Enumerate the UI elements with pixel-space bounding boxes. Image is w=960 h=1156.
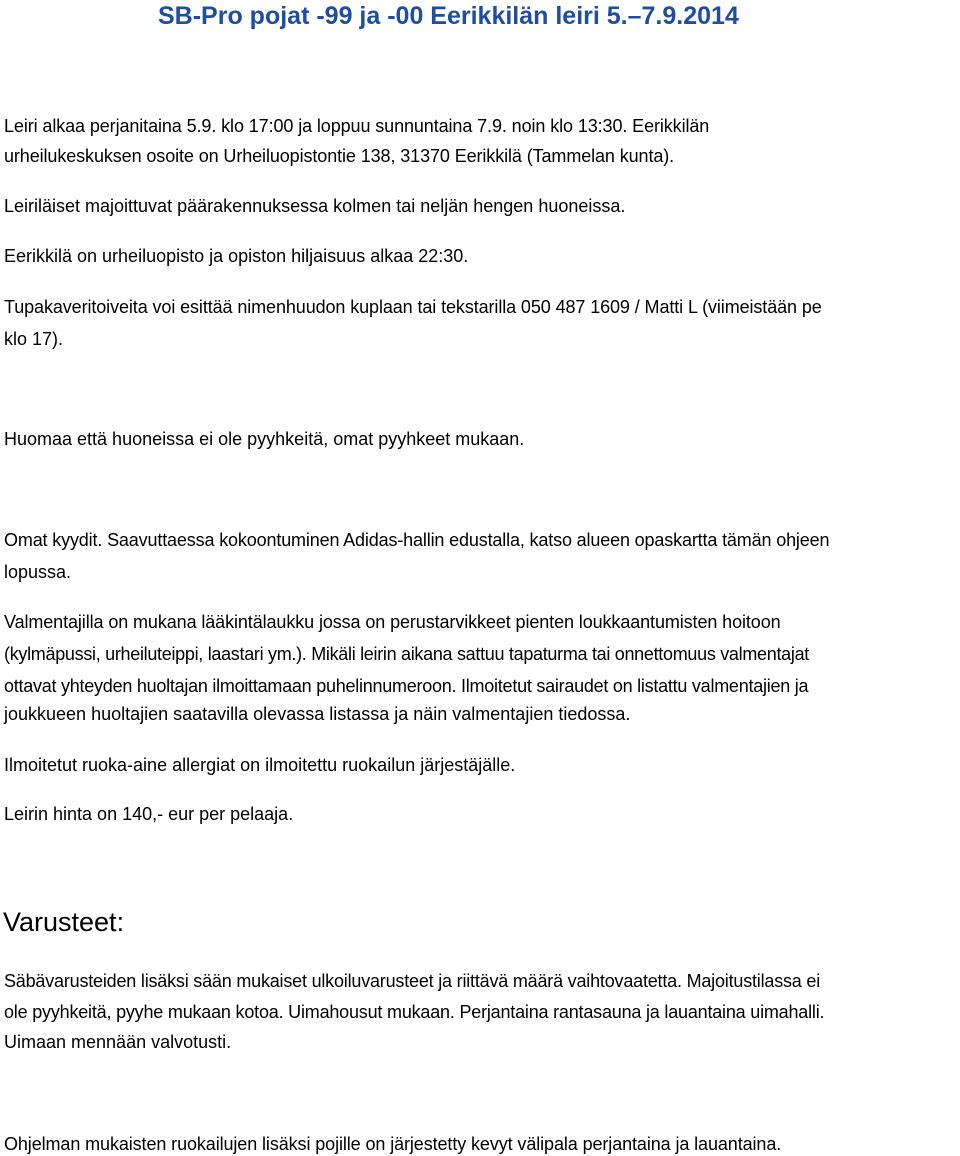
first-aid-line-1: Valmentajilla on mukana lääkintälaukku jossa on perustarvikkeet pienten loukkaantumisten hoitoon [4,612,781,632]
accommodation-text: Leiriläiset majoittuvat päärakennuksessa kolmen tai neljän hengen huoneissa. [4,196,626,216]
intro-line-2: urheilukeskuksen osoite on Urheiluopistontie 138, 31370 Eerikkilä (Tammelan kunta). [4,146,675,166]
first-aid-line-3: ottavat yhteyden huoltajan ilmoittamaan puhelinnumeroon. Ilmoitetut sairaudet on listattu valmentajien ja [4,676,809,696]
allergies-text: Ilmoitetut ruoka-aine allergiat on ilmoitettu ruokailun järjestäjälle. [4,755,516,775]
equipment-line-2: ole pyyhkeitä, pyyhe mukaan kotoa. Uimahousut mukaan. Perjantaina rantasauna ja lauantaina uimahalli. [4,1002,825,1022]
roommates-line-2: klo 17). [4,329,64,349]
price-text: Leirin hinta on 140,- eur per pelaaja. [4,804,294,824]
intro-line-1: Leiri alkaa perjanitaina 5.9. klo 17:00 ja loppuu sunnuntaina 7.9. noin klo 13:30. Eerikkilän [4,116,710,136]
rides-line-1: Omat kyydit. Saavuttaessa kokoontuminen Adidas-hallin edustalla, katso alueen opaskartta tämän ohjeen [4,530,830,550]
towels-text: Huomaa että huoneissa ei ole pyyhkeitä, omat pyyhkeet mukaan. [4,429,525,449]
roommates-line-1: Tupakaveritoiveita voi esittää nimenhuudon kuplaan tai tekstarilla 050 487 1609 / Matti L (viimeistään pe [4,297,822,317]
equipment-heading: Varusteet: [3,907,125,937]
equipment-line-3: Uimaan mennään valvotusti. [4,1032,232,1052]
quiet-time-text: Eerikkilä on urheiluopisto ja opiston hiljaisuus alkaa 22:30. [4,246,469,266]
rides-line-2: lopussa. [4,562,72,582]
first-aid-line-2: (kylmäpussi, urheiluteippi, laastari ym.). Mikäli leirin aikana sattuu tapaturma tai onnettomuus valmentajat [4,644,809,664]
first-aid-line-4: joukkueen huoltajien saatavilla olevassa listassa ja näin valmentajien tiedossa. [4,704,631,724]
equipment-line-1: Säbävarusteiden lisäksi sään mukaiset ulkoiluvarusteet ja riittävä määrä vaihtovaatetta. Majoitustilassa ei [4,971,821,991]
snacks-text: Ohjelman mukaisten ruokailujen lisäksi pojille on järjestetty kevyt välipala perjantaina ja lauantaina. [4,1134,782,1154]
document-title: SB-Pro pojat -99 ja -00 Eerikkilän leiri 5.–7.9.2014 [158,2,739,30]
